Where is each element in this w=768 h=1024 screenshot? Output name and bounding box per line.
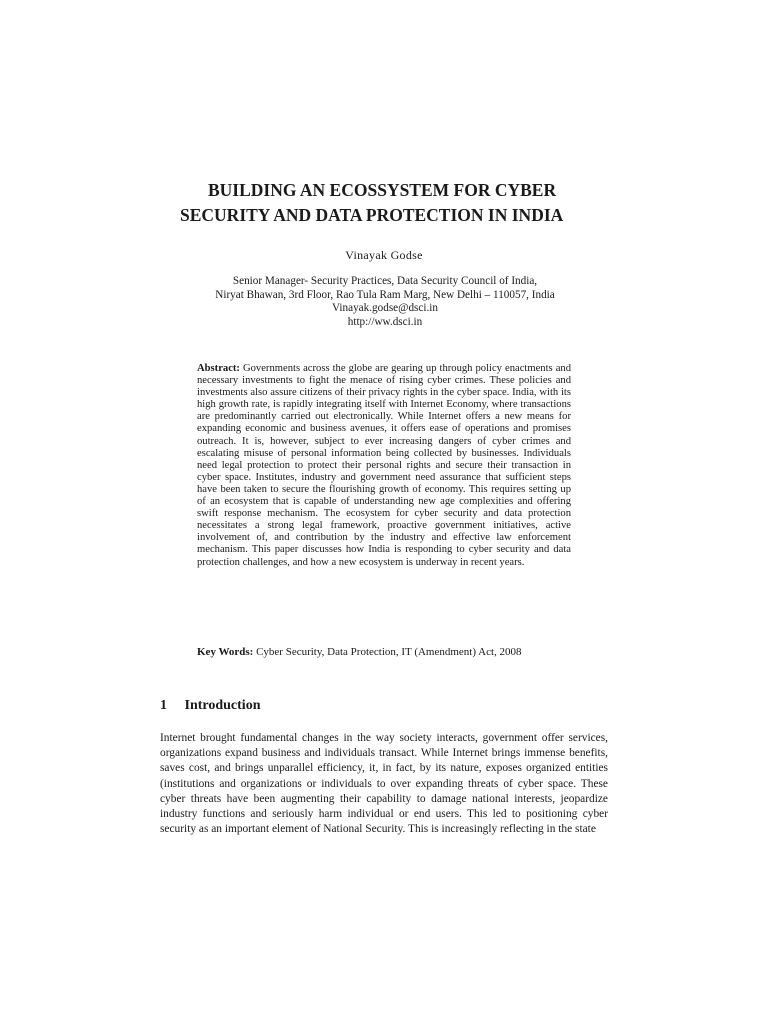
paper-title (150, 178, 620, 228)
introduction-paragraph: Internet brought fundamental changes in the way society interacts, government offer services, organizations expand business and individuals transact. While Internet brings immense benefits, saves cost, and brings unparallel efficiency, it, in fact, by its nature, exposes organized entities (institutions and organizations or individuals to over expanding threats of cyber space. These cyber threats have been augmenting their capability to damage national interests, jeopardize industry functions and seriously harm individual or end users. This led to positioning cyber security as an important element of National Security. This is increasingly reflecting in the state (160, 732, 608, 836)
author-affiliation (150, 275, 620, 329)
title-line-1: BUILDING AN ECOSSYSTEM FOR CYBER (208, 180, 557, 200)
abstract-label: Abstract: (197, 363, 240, 374)
section-heading (160, 698, 260, 714)
keywords-block (197, 646, 617, 658)
keywords-label: Key Words: (197, 646, 254, 658)
abstract-text: Governments across the globe are gearing up through policy enactments and necessary investments to fight the menace of rising cyber crimes. These policies and investments also assure citizens of their privacy rights in the cyber space. India, with its high growth rate, is rapidly integrating itself with Internet Economy, where transactions are predominantly carried out electronically. While Internet offers a new means for expanding economic and business avenues, it offers ease of operations and promises outreach. It is, however, subject to ever increasing dangers of cyber crimes and escalating misuse of personal information being collected by businesses. Individuals need legal protection to protect their personal rights and secure their transaction in cyber space. Institutes, industry and government need assurance that sufficient steps have been taken to secure the flourishing growth of economy. This requires setting up of an ecosystem that is capable of understanding new age complexities and offering swift response mechanism. The ecosystem for cyber security and data protection necessitates a strong legal framework, proactive government initiatives, active involvement of, and contribution by the industry and effective law enforcement mechanism. This paper discusses how India is responding to cyber security and data protection challenges, and how a new ecosystem is underway in recent years. (197, 363, 571, 568)
keywords-text: Cyber Security, Data Protection, IT (Amendment) Act, 2008 (256, 646, 522, 658)
section-title: Introduction (184, 698, 261, 713)
title-line-2: SECURITY AND DATA PROTECTION IN INDIA (180, 205, 564, 225)
affiliation-line-1: Senior Manager- Security Practices, Data Security Council of India, (232, 275, 538, 287)
author-email: Vinayak.godse@dsci.in (332, 302, 438, 315)
section-number: 1 (160, 698, 167, 713)
author-url: http://ww.dsci.in (347, 315, 423, 328)
affiliation-line-2: Niryat Bhawan, 3rd Floor, Rao Tula Ram Marg, New Delhi – 110057, India (215, 288, 555, 301)
abstract-block (197, 363, 571, 569)
author-name: Vinayak Godse (345, 248, 423, 262)
